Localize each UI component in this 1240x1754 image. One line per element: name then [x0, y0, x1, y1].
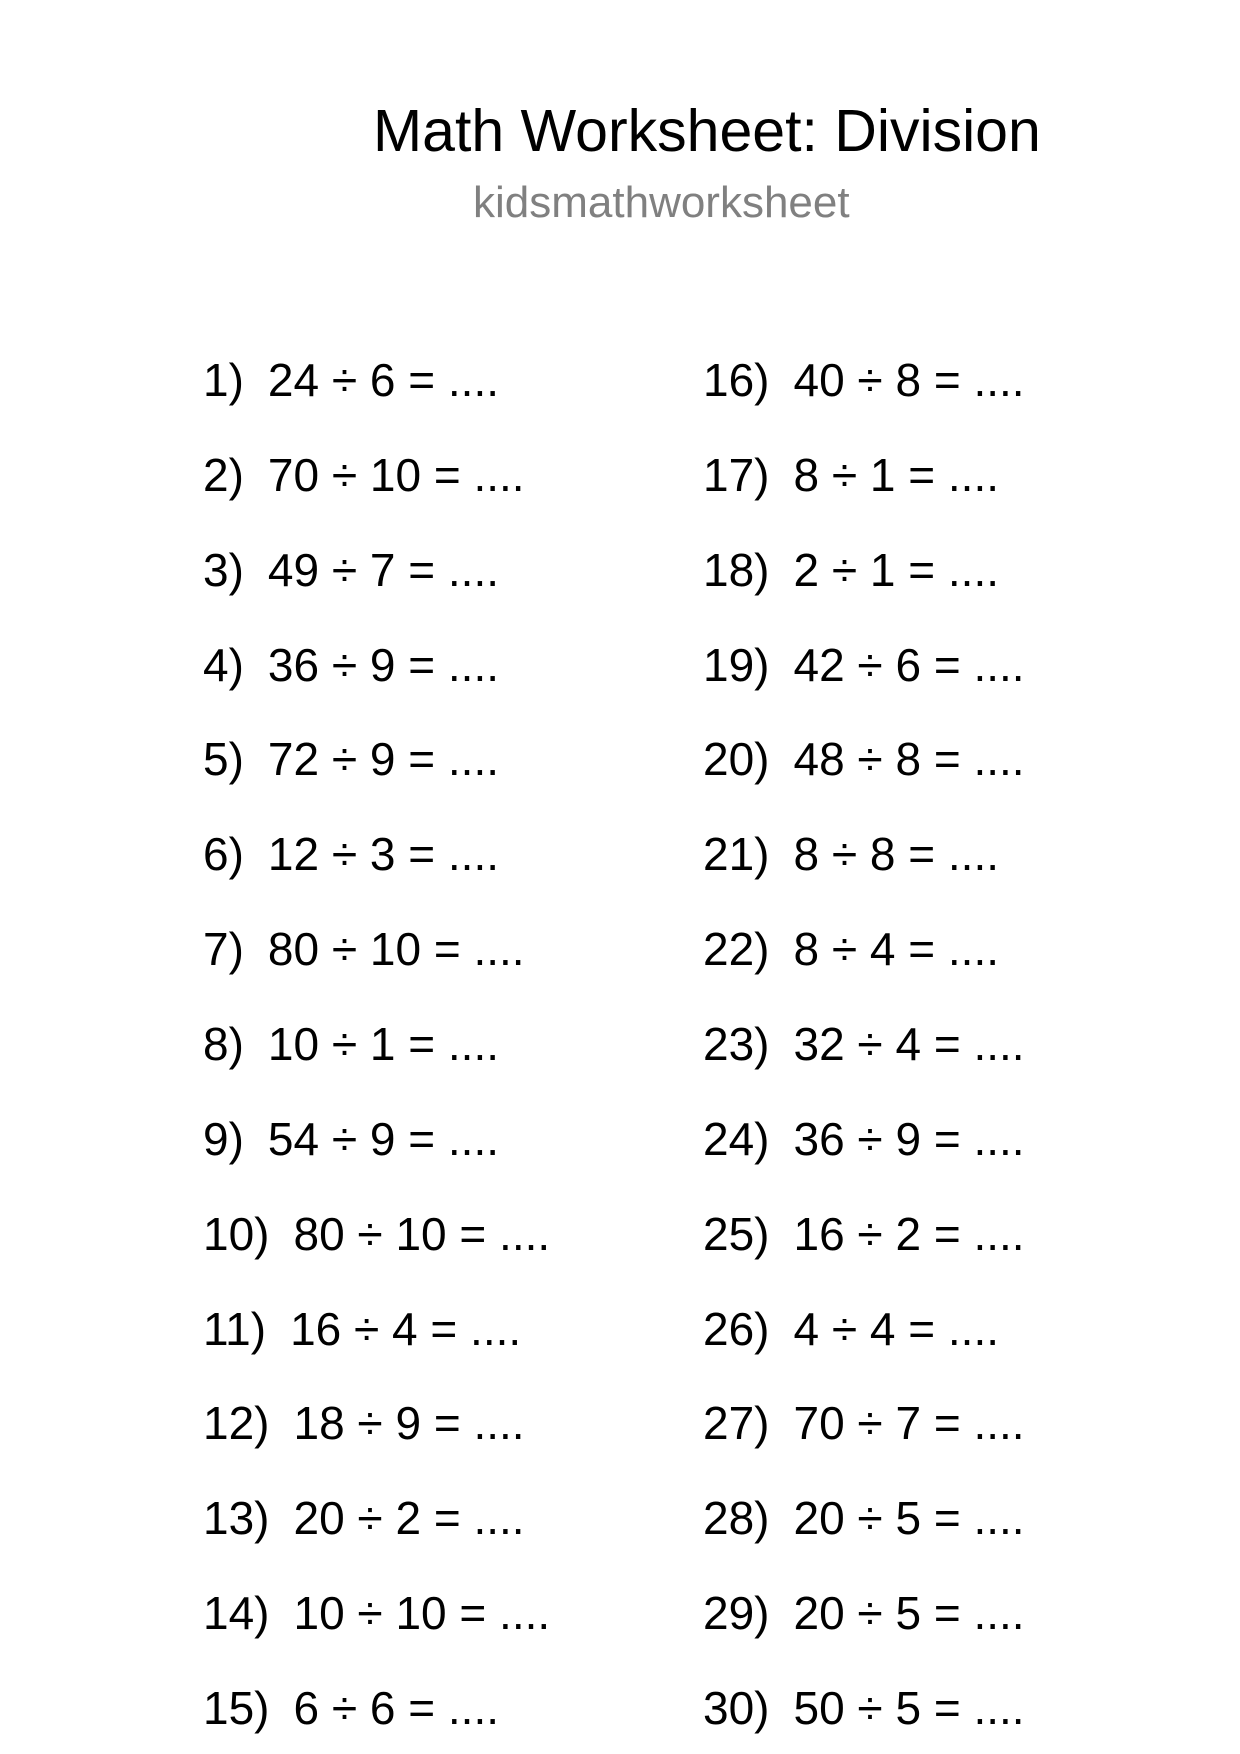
problem-item: [203, 922, 525, 976]
problem-number: 6): [203, 828, 244, 880]
problem-number: 11): [203, 1303, 267, 1355]
problem-item: [203, 1681, 499, 1735]
problem-item: [703, 1017, 1025, 1071]
problem-expression: 6 ÷ 6 = ....: [293, 1682, 500, 1734]
problem-expression: 12 ÷ 3 = ....: [267, 828, 500, 880]
problem-expression: 54 ÷ 9 = ....: [267, 1113, 500, 1165]
problem-item: [703, 922, 999, 976]
problem-item: [703, 1491, 1025, 1545]
problem-expression: 36 ÷ 9 = ....: [793, 1113, 1025, 1165]
problem-number: 9): [203, 1113, 244, 1165]
problem-expression: 18 ÷ 9 = ....: [293, 1397, 525, 1449]
problem-item: [703, 1112, 1025, 1166]
problem-expression: 70 ÷ 10 = ....: [267, 449, 525, 501]
problem-number: 5): [203, 733, 244, 785]
problem-number: 12): [203, 1397, 270, 1449]
problem-number: 2): [203, 449, 244, 501]
problem-item: [703, 1586, 1025, 1640]
problem-item: [703, 827, 999, 881]
problem-item: [203, 543, 499, 597]
problem-expression: 16 ÷ 2 = ....: [793, 1208, 1025, 1260]
problem-expression: 50 ÷ 5 = ....: [793, 1682, 1025, 1734]
problem-item: [203, 1112, 499, 1166]
problem-item: [203, 1017, 499, 1071]
problem-number: 21): [703, 828, 770, 880]
problem-item: [203, 1491, 525, 1545]
problem-item: [203, 353, 499, 407]
problem-number: 29): [703, 1587, 770, 1639]
problem-number: 8): [203, 1018, 244, 1070]
problem-item: [703, 732, 1025, 786]
problem-number: 17): [703, 449, 770, 501]
problem-expression: 48 ÷ 8 = ....: [793, 733, 1025, 785]
problem-expression: 20 ÷ 5 = ....: [793, 1587, 1025, 1639]
problem-number: 20): [703, 733, 770, 785]
problem-number: 4): [203, 639, 244, 691]
problem-number: 18): [703, 544, 770, 596]
problem-item: [703, 543, 999, 597]
problem-number: 7): [203, 923, 244, 975]
problem-expression: 49 ÷ 7 = ....: [267, 544, 500, 596]
problem-number: 13): [203, 1492, 270, 1544]
problem-expression: 20 ÷ 5 = ....: [793, 1492, 1025, 1544]
problem-expression: 8 ÷ 1 = ....: [793, 449, 1000, 501]
problem-expression: 2 ÷ 1 = ....: [793, 544, 1000, 596]
problem-item: [703, 1681, 1025, 1735]
problem-expression: 80 ÷ 10 = ....: [293, 1208, 551, 1260]
problem-number: 1): [203, 354, 244, 406]
problem-number: 25): [703, 1208, 770, 1260]
problem-number: 27): [703, 1397, 770, 1449]
problem-number: 22): [703, 923, 770, 975]
problem-item: [203, 732, 499, 786]
problem-item: [703, 1302, 999, 1356]
problem-expression: 24 ÷ 6 = ....: [267, 354, 500, 406]
problem-number: 16): [703, 354, 770, 406]
problem-expression: 16 ÷ 4 = ....: [290, 1303, 522, 1355]
site-subtitle: kidsmathworksheet: [473, 178, 850, 227]
problem-number: 15): [203, 1682, 270, 1734]
problem-item: [203, 827, 499, 881]
problem-number: 14): [203, 1587, 270, 1639]
problem-item: [703, 353, 1025, 407]
problem-expression: 8 ÷ 8 = ....: [793, 828, 1000, 880]
problem-expression: 10 ÷ 1 = ....: [267, 1018, 500, 1070]
problem-item: [203, 1586, 550, 1640]
problem-expression: 70 ÷ 7 = ....: [793, 1397, 1025, 1449]
problem-item: [203, 1396, 525, 1450]
problem-number: 19): [703, 639, 770, 691]
problem-item: [203, 448, 525, 502]
problem-number: 30): [703, 1682, 770, 1734]
problem-expression: 42 ÷ 6 = ....: [793, 639, 1025, 691]
problem-number: 24): [703, 1113, 770, 1165]
problem-item: [203, 1207, 550, 1261]
problem-expression: 32 ÷ 4 = ....: [793, 1018, 1025, 1070]
problem-expression: 4 ÷ 4 = ....: [793, 1303, 1000, 1355]
problem-number: 10): [203, 1208, 270, 1260]
problem-item: [703, 1207, 1025, 1261]
page-title: Math Worksheet: Division: [373, 98, 1041, 164]
problem-item: [703, 448, 999, 502]
problem-expression: 8 ÷ 4 = ....: [793, 923, 1000, 975]
problem-number: 3): [203, 544, 244, 596]
problem-expression: 40 ÷ 8 = ....: [793, 354, 1025, 406]
problem-expression: 80 ÷ 10 = ....: [267, 923, 525, 975]
problem-expression: 20 ÷ 2 = ....: [293, 1492, 525, 1544]
problem-number: 26): [703, 1303, 770, 1355]
problem-item: [203, 1302, 521, 1356]
problem-item: [203, 638, 499, 692]
problem-item: [703, 1396, 1025, 1450]
problem-item: [703, 638, 1025, 692]
problem-expression: 10 ÷ 10 = ....: [293, 1587, 551, 1639]
problem-expression: 72 ÷ 9 = ....: [267, 733, 500, 785]
problem-number: 28): [703, 1492, 770, 1544]
problem-expression: 36 ÷ 9 = ....: [267, 639, 500, 691]
problem-number: 23): [703, 1018, 770, 1070]
